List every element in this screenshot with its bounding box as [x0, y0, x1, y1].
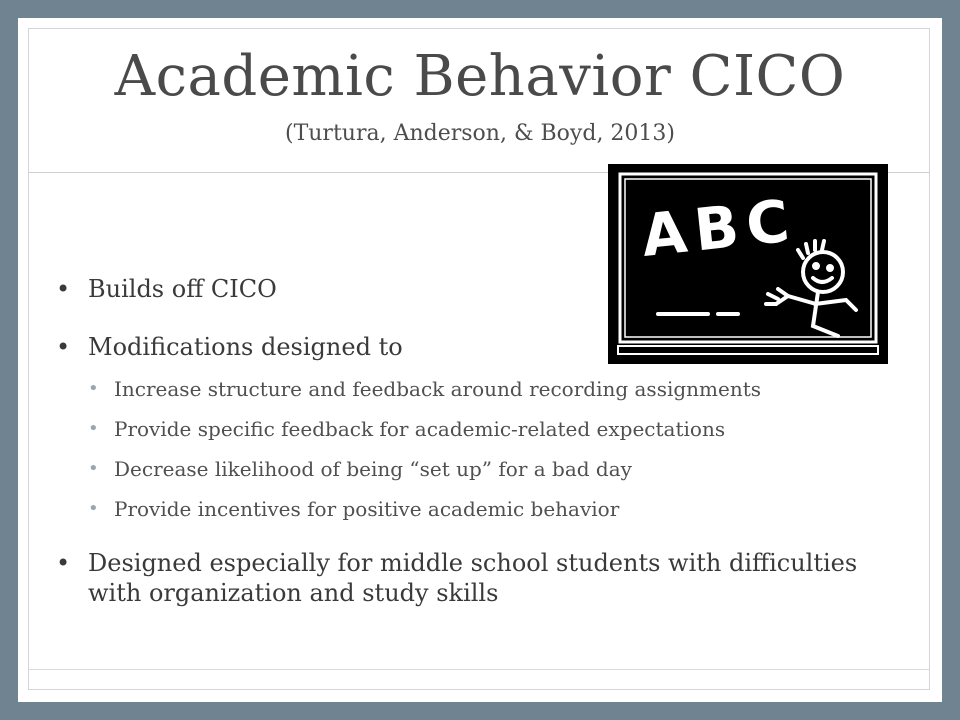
slide-subtitle: (Turtura, Anderson, & Boyd, 2013)	[285, 121, 675, 146]
footer-divider	[28, 669, 930, 670]
sub-bullet-item: • Decrease likelihood of being “set up” for a bad day	[56, 456, 876, 482]
slide-title: Academic Behavior CICO	[114, 44, 846, 109]
bullet-list	[56, 274, 876, 608]
bullet-item: • Builds off CICO	[56, 274, 876, 304]
bullet-item: • Modifications designed to	[56, 332, 876, 362]
sub-bullet-item: • Increase structure and feedback around recording assignments	[56, 376, 876, 402]
bullet-item: • Designed especially for middle school students with difficulties with organization and study skills	[56, 548, 876, 608]
slide	[18, 18, 942, 702]
sub-bullet-item: • Provide incentives for positive academic behavior	[56, 496, 876, 522]
sub-bullet-item: • Provide specific feedback for academic-related expectations	[56, 416, 876, 442]
chalkboard-text: ABC	[638, 186, 801, 270]
